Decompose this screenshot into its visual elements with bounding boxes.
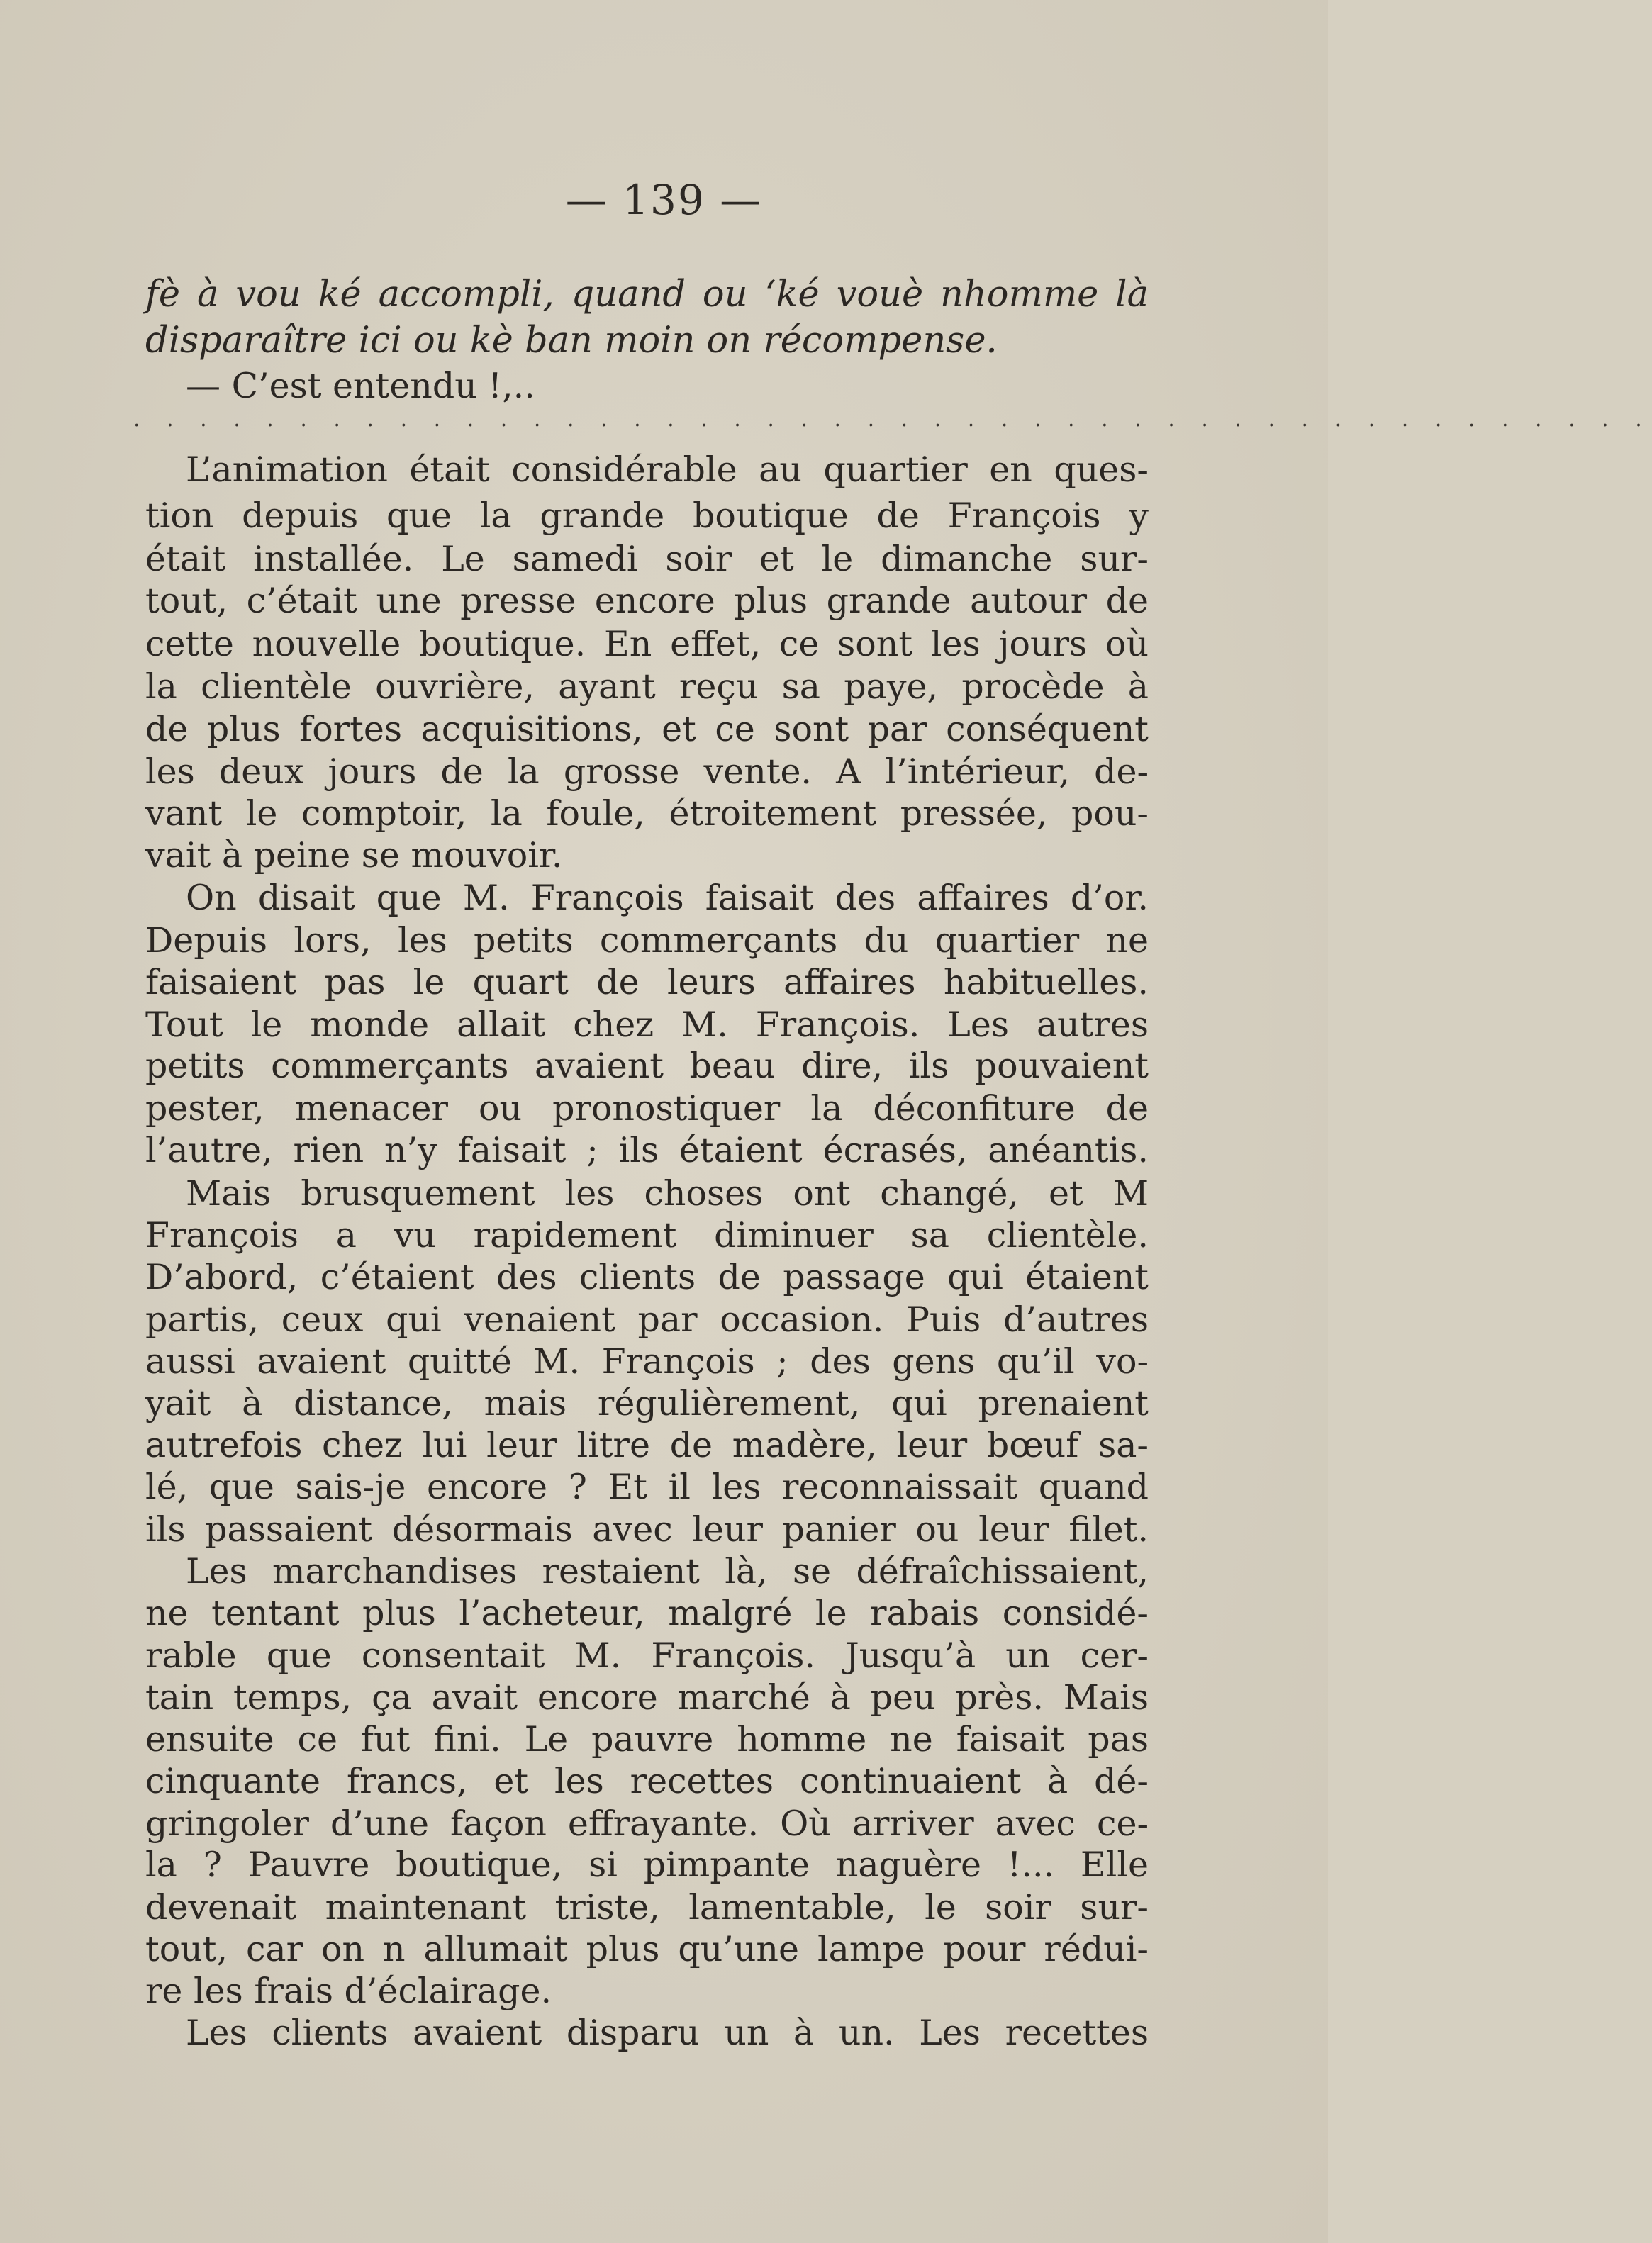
text-line: Les clients avaient disparu un à un. Les recettes [186, 2013, 1149, 2053]
text-line: la clientèle ouvrière, ayant reçu sa paye, procède à [145, 666, 1149, 707]
text-line: rable que consentait M. François. Jusqu’à un cer- [145, 1635, 1149, 1676]
text-line: faisaient pas le quart de leurs affaires habituelles. [145, 962, 1149, 1002]
dialogue-line: — C’est entendu !,.. [186, 366, 535, 406]
text-line: ils passaient désormais avec leur panier ou leur filet. [145, 1509, 1149, 1550]
text-line: partis, ceux qui venaient par occasion. Puis d’autres [145, 1299, 1149, 1340]
text-line: Depuis lors, les petits commerçants du quartier ne [145, 920, 1149, 961]
text-line: tain temps, ça avait encore marché à peu près. Mais [145, 1677, 1149, 1718]
text-line: yait à distance, mais régulièrement, qui prenaient [145, 1383, 1149, 1423]
text-line: les deux jours de la grosse vente. A l’intérieur, de- [145, 751, 1149, 792]
text-line: petits commerçants avaient beau dire, ils pouvaient [145, 1046, 1149, 1086]
page-number: — 139 — [565, 176, 763, 224]
text-line: gringoler d’une façon effrayante. Où arriver avec ce- [145, 1803, 1149, 1844]
text-line: cette nouvelle boutique. En effet, ce sont les jours où [145, 624, 1149, 664]
text-line: tout, c’était une presse encore plus grande autour de [145, 581, 1149, 621]
text-line: pester, menacer ou pronostiquer la déconfiture de [145, 1088, 1149, 1129]
text-line: François a vu rapidement diminuer sa clientèle. [145, 1215, 1149, 1255]
text-line: D’abord, c’étaient des clients de passage qui étaient [145, 1257, 1149, 1297]
text-line: ensuite ce fut fini. Le pauvre homme ne faisait pas [145, 1719, 1149, 1760]
dialogue-line: disparaître ici ou kè ban moin on récompense. [145, 320, 998, 362]
text-line: tout, car on n allumait plus qu’une lampe pour rédui- [145, 1929, 1149, 1969]
text-line: ne tentant plus l’acheteur, malgré le rabais considé- [145, 1593, 1149, 1633]
text-line: était installée. Le samedi soir et le dimanche sur- [145, 539, 1149, 579]
text-line: autrefois chez lui leur litre de madère, leur bœuf sa- [145, 1425, 1149, 1465]
text-line: cinquante francs, et les recettes continuaient à dé- [145, 1761, 1149, 1801]
text-line: aussi avaient quitté M. François ; des gens qu’il vo- [145, 1341, 1149, 1382]
text-line: la ? Pauvre boutique, si pimpante naguère !... Elle [145, 1845, 1149, 1885]
text-line: tion depuis que la grande boutique de François y [145, 496, 1149, 536]
text-line: l’autre, rien n’y faisait ; ils étaient écrasés, anéantis. [145, 1130, 1149, 1170]
section-separator: . . . . . . . . . . . . . . . . . . . . . . . . . . . . . . . . . . . . . . . . . . . . . . [133, 407, 1652, 432]
text-line: L’animation était considérable au quartier en ques- [186, 449, 1149, 490]
text-line: Tout le monde allait chez M. François. Les autres [145, 1005, 1149, 1045]
text-line: Les marchandises restaient là, se défraîchissaient, [186, 1551, 1149, 1592]
text-line: vant le comptoir, la foule, étroitement pressée, pou- [145, 793, 1149, 834]
text-line: re les frais d’éclairage. [145, 1971, 552, 2011]
text-line: vait à peine se mouvoir. [145, 835, 563, 876]
dialogue-line: fè à vou ké accompli, quand ou ‘ké vouè nhomme là [145, 274, 1149, 315]
text-line: de plus fortes acquisitions, et ce sont par conséquent [145, 709, 1149, 749]
text-line: On disait que M. François faisait des affaires d’or. [186, 878, 1149, 918]
text-line: devenait maintenant triste, lamentable, le soir sur- [145, 1887, 1149, 1928]
text-line: lé, que sais-je encore ? Et il les reconnaissait quand [145, 1467, 1149, 1507]
text-line: Mais brusquement les choses ont changé, et M [186, 1173, 1149, 1214]
